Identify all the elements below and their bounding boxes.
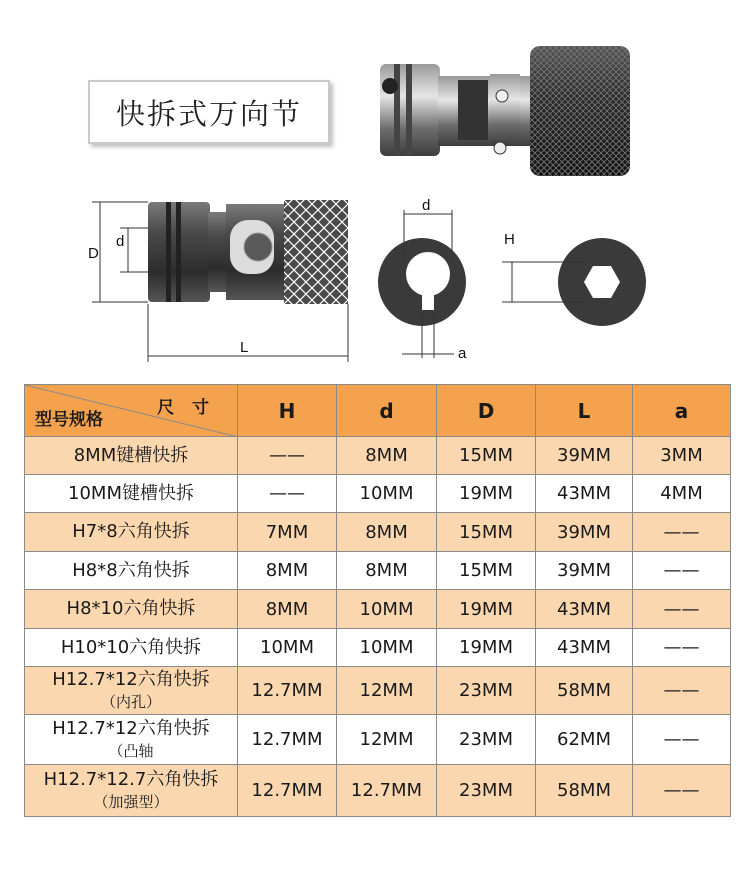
cell-D: 15MM [437, 437, 536, 475]
model-variant: （凸轴 [108, 741, 154, 760]
cell-L: 39MM [536, 437, 633, 475]
cell-H: 10MM [238, 629, 337, 667]
model-name: H12.7*12六角快拆 [52, 717, 210, 739]
corner-dimension-label: 尺 寸 [157, 398, 215, 418]
model-cell [25, 765, 238, 817]
cell-a: —— [633, 552, 731, 590]
table-row [25, 629, 731, 667]
cell-d: 8MM [337, 437, 437, 475]
cell-d: 8MM [337, 513, 437, 552]
model-variant: （加强型） [93, 792, 169, 811]
cell-D: 19MM [437, 475, 536, 513]
cell-L: 43MM [536, 629, 633, 667]
col-header-a: a [633, 385, 731, 437]
cell-L: 39MM [536, 513, 633, 552]
model-name: H12.7*12.7六角快拆 [43, 768, 219, 790]
cell-D: 23MM [437, 765, 536, 817]
cell-D: 15MM [437, 552, 536, 590]
dim-D-side: D [88, 245, 99, 262]
table-row [25, 437, 731, 475]
cell-H: 8MM [238, 552, 337, 590]
cell-d: 8MM [337, 552, 437, 590]
model-cell [25, 590, 238, 629]
table-row [25, 590, 731, 629]
cell-L: 58MM [536, 667, 633, 715]
model-name: H8*8六角快拆 [72, 559, 190, 581]
col-header-D: D [437, 385, 536, 437]
spec-table [24, 384, 731, 817]
cell-d: 10MM [337, 629, 437, 667]
cell-L: 58MM [536, 765, 633, 817]
cell-d: 12.7MM [337, 765, 437, 817]
table-row [25, 715, 731, 765]
model-cell [25, 513, 238, 552]
cell-L: 62MM [536, 715, 633, 765]
cell-D: 23MM [437, 667, 536, 715]
model-cell [25, 437, 238, 475]
cell-L: 43MM [536, 475, 633, 513]
dim-d-top: d [422, 197, 431, 214]
cell-H: —— [238, 475, 337, 513]
model-variant: （内孔） [100, 692, 161, 711]
model-name: H7*8六角快拆 [72, 521, 190, 542]
corner-header [25, 385, 238, 437]
product-title: 快拆式万向节 [88, 80, 330, 144]
cell-d: 10MM [337, 475, 437, 513]
table-row [25, 513, 731, 552]
cell-a: —— [633, 715, 731, 765]
dim-H: H [504, 231, 515, 248]
cell-H: 7MM [238, 513, 337, 552]
corner-model-label: 型号规格 [35, 410, 103, 430]
cell-H: 8MM [238, 590, 337, 629]
cell-a: —— [633, 629, 731, 667]
model-cell [25, 552, 238, 590]
cell-a: 4MM [633, 475, 731, 513]
model-name: H12.7*12六角快拆 [52, 668, 210, 690]
model-name: H8*10六角快拆 [66, 598, 196, 619]
model-cell [25, 629, 238, 667]
col-header-L: L [536, 385, 633, 437]
cell-D: 23MM [437, 715, 536, 765]
table-row [25, 667, 731, 715]
table-header-row [25, 385, 731, 437]
model-name: H10*10六角快拆 [60, 636, 202, 658]
cell-D: 19MM [437, 629, 536, 667]
model-cell [25, 475, 238, 513]
cell-a: —— [633, 590, 731, 629]
cell-H: —— [238, 437, 337, 475]
cell-a: 3MM [633, 437, 731, 475]
model-cell [25, 715, 238, 765]
cell-d: 12MM [337, 715, 437, 765]
cell-D: 19MM [437, 590, 536, 629]
product-photo [370, 36, 640, 186]
hex-end-view [558, 238, 646, 326]
cell-a: —— [633, 765, 731, 817]
col-header-H: H [238, 385, 337, 437]
model-cell [25, 667, 238, 715]
cell-L: 43MM [536, 590, 633, 629]
cell-a: —— [633, 667, 731, 715]
model-name: 8MM键槽快拆 [73, 444, 189, 466]
cell-d: 12MM [337, 667, 437, 715]
cell-L: 39MM [536, 552, 633, 590]
cell-d: 10MM [337, 590, 437, 629]
dim-L: L [240, 339, 249, 356]
cell-H: 12.7MM [238, 715, 337, 765]
table-row [25, 475, 731, 513]
technical-drawing [0, 190, 750, 370]
col-header-d: d [337, 385, 437, 437]
dim-d-side: d [116, 233, 125, 250]
cell-a: —— [633, 513, 731, 552]
cell-H: 12.7MM [238, 667, 337, 715]
cell-H: 12.7MM [238, 765, 337, 817]
model-name: 10MM键槽快拆 [68, 482, 194, 504]
cell-D: 15MM [437, 513, 536, 552]
table-row [25, 765, 731, 817]
table-row [25, 552, 731, 590]
side-view [148, 200, 348, 304]
dim-a: a [458, 345, 467, 362]
